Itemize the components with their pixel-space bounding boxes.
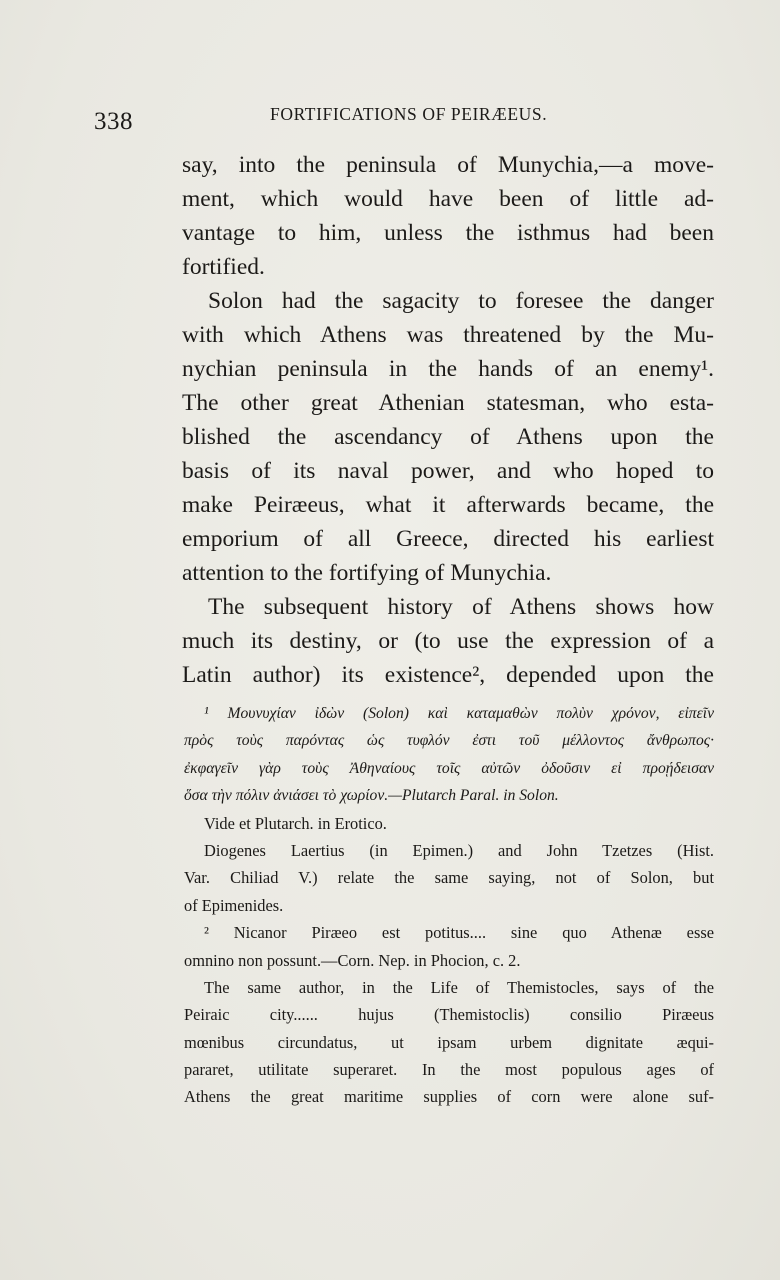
body-line: much its destiny, or (to use the expression of a — [182, 628, 714, 654]
body-line: say, into the peninsula of Munychia,—a move- — [182, 152, 714, 178]
body-line: basis of its naval power, and who hoped to — [182, 458, 714, 484]
footnote-line: pararet, utilitate superaret. In the most populous ages of — [184, 1060, 714, 1080]
footnote-line: ἐκφαγεῖν γὰρ τοὺς Ἀθηναίους τοῖς αὐτῶν ὀδοῦσιν εἰ προῄδεισαν — [184, 759, 714, 777]
page-number: 338 — [94, 108, 133, 135]
body-line: emporium of all Greece, directed his earliest — [182, 526, 714, 552]
footnote-line: Peiraic city...... hujus (Themistoclis) consilio Piræeus — [184, 1005, 714, 1025]
main-text — [182, 148, 714, 692]
footnote-line: omnino non possunt.—Corn. Nep. in Phocion, c. 2. — [184, 950, 521, 970]
footnote-line: πρὸς τοὺς παρόντας ὡς τυφλόν ἐστι τοῦ μέλλοντος ἄνθρωπος· — [184, 732, 714, 750]
footnote-line: Vide et Plutarch. in Erotico. — [204, 813, 387, 833]
body-line: blished the ascendancy of Athens upon the — [182, 424, 714, 450]
footnote-line: mœnibus circundatus, ut ipsam urbem dignitate æqui- — [184, 1032, 714, 1052]
body-line: The other great Athenian statesman, who esta- — [182, 390, 714, 416]
body-line: Solon had the sagacity to foresee the danger — [208, 288, 714, 314]
body-line: vantage to him, unless the isthmus had been — [182, 220, 714, 246]
footnote-line: Var. Chiliad V.) relate the same saying, not of Solon, but — [184, 868, 714, 888]
running-head: FORTIFICATIONS OF PEIRÆEUS. — [270, 104, 548, 124]
footnote-line: The same author, in the Life of Themistocles, says of the — [204, 977, 714, 997]
body-line: with which Athens was threatened by the Mu- — [182, 322, 714, 348]
body-line: make Peiræeus, what it afterwards became, the — [182, 492, 714, 518]
body-line: The subsequent history of Athens shows how — [208, 594, 714, 620]
footnote-line: ὅσα τὴν πόλιν ἀνιάσει τὸ χωρίον.—Plutarch Paral. in Solon. — [184, 787, 559, 805]
body-line: Latin author) its existence², depended upon the — [182, 662, 714, 688]
footnote-line: ² Nicanor Piræeo est potitus.... sine quo Athenæ esse — [204, 923, 714, 943]
body-line: attention to the fortifying of Munychia. — [182, 560, 552, 586]
body-line: nychian peninsula in the hands of an enemy¹. — [182, 356, 714, 382]
footnote-line: ¹ Μουνυχίαν ἰδὼν (Solon) καὶ καταμαθὼν πολὺν χρόνον, εἰπεῖν — [204, 705, 714, 722]
footnote-line: Diogenes Laertius (in Epimen.) and John Tzetzes (Hist. — [204, 840, 714, 860]
footnote-line: of Epimenides. — [184, 895, 284, 915]
body-line: fortified. — [182, 254, 265, 280]
footnotes — [184, 700, 714, 1111]
footnote-line: Athens the great maritime supplies of corn were alone suf- — [184, 1087, 714, 1107]
body-line: ment, which would have been of little ad- — [182, 186, 714, 212]
